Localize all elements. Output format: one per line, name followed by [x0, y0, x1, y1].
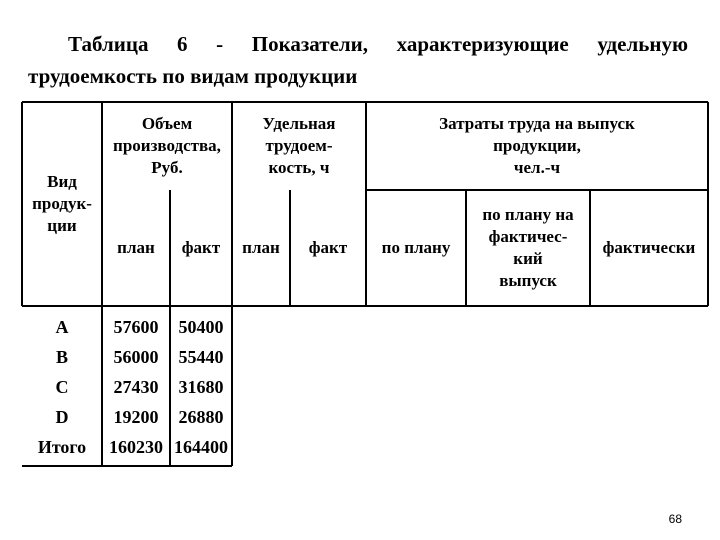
subheader-costs-plan-on-actual-output: по плану на фактичес- кий выпуск	[482, 205, 574, 290]
header-production-volume: Объем производства, Руб.	[113, 114, 221, 177]
header-labor-costs: Затраты труда на выпуск продукции, чел.-ч	[439, 114, 635, 177]
subheader-volume-plan: план	[117, 238, 155, 257]
table-caption	[28, 28, 688, 92]
row-volume-fact: 31680	[178, 377, 224, 397]
subheader-volume-fact: факт	[181, 238, 221, 257]
header-product-kind: Вид продук- ции	[32, 172, 92, 235]
row-volume-fact: 26880	[178, 407, 224, 427]
subheader-specific-fact: факт	[308, 238, 348, 257]
caption-line-2: трудоемкость по видам продукции	[28, 64, 358, 88]
header-specific-labor-intensity: Удельная трудоем- кость, ч	[262, 114, 336, 177]
row-product-kind: А	[55, 317, 69, 337]
subheader-costs-plan: по плану	[381, 238, 451, 257]
row-product-kind: D	[55, 407, 69, 427]
row-volume-plan: 160230	[109, 437, 163, 457]
row-volume-fact: 55440	[178, 347, 224, 367]
row-product-kind: С	[55, 377, 69, 397]
subheader-specific-plan: план	[242, 238, 280, 257]
row-product-kind: В	[55, 347, 68, 367]
row-volume-plan: 57600	[113, 317, 159, 337]
subheader-costs-actual: фактически	[602, 238, 696, 257]
row-volume-plan: 27430	[113, 377, 159, 397]
row-product-kind: Итого	[37, 437, 87, 457]
row-volume-fact: 50400	[178, 317, 224, 337]
row-volume-plan: 56000	[113, 347, 159, 367]
row-volume-plan: 19200	[113, 407, 159, 427]
caption-line-1: Таблица 6 - Показатели, характеризующие удельную	[68, 32, 688, 56]
row-volume-fact: 164400	[174, 437, 228, 457]
page-number: 68	[668, 512, 682, 526]
